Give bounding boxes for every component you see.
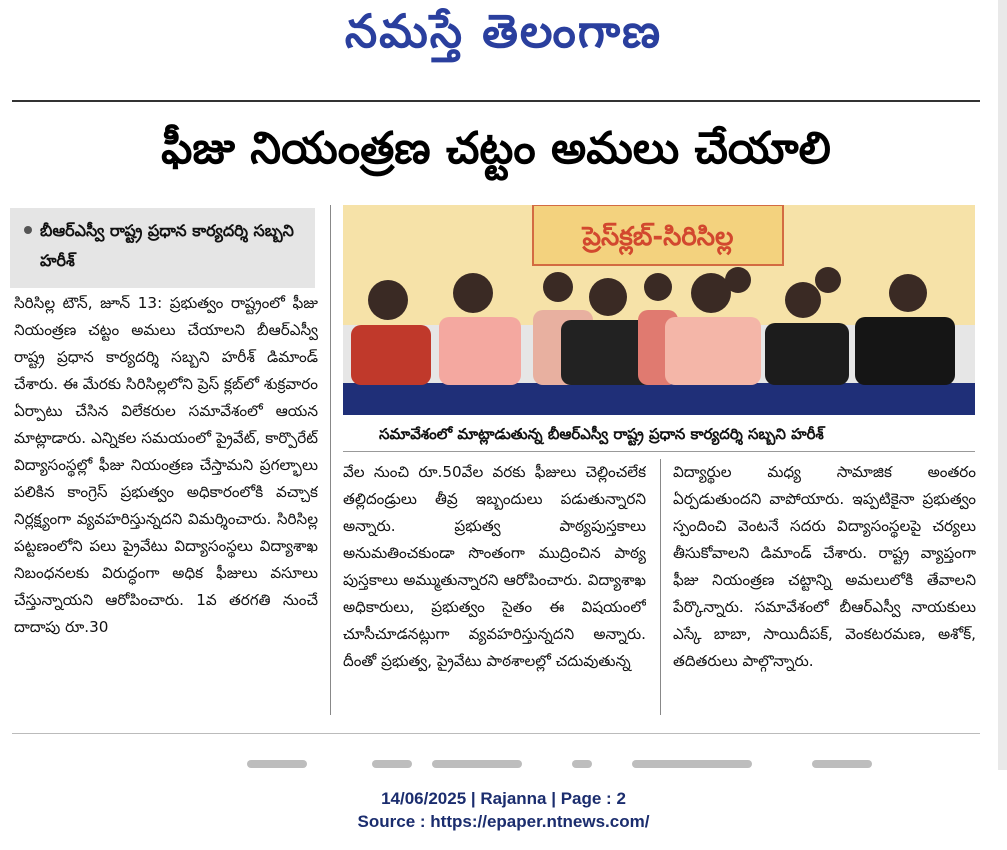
column-divider [660, 459, 661, 715]
photo-caption: సమావేశంలో మాట్లాడుతున్న బీఆర్‌ఎస్వీ రాష్ట్ర ప్రధాన కార్యదర్శి సబ్బని హరీశ్ [343, 416, 975, 452]
cropped-text-fragments [12, 760, 980, 772]
divider [12, 100, 980, 102]
press-club-banner: ప్రెస్‌క్లబ్-సిరిసిల్ల [582, 222, 734, 252]
headline: ఫీజు నియంత్రణ చట్టం అమలు చేయాలి [161, 123, 831, 174]
footer-date-edition: 14/06/2025 | Rajanna | Page : 2 [381, 789, 626, 808]
column-divider [330, 205, 331, 715]
page-edge [998, 0, 1007, 770]
article-column-2: వేల నుంచి రూ.50వేల వరకు ఫీజులు చెల్లించలేక తల్లిదండ్రులు తీవ్ర ఇబ్బందులు పడుతున్నారని అన్నారు. ప్రభుత్వ పాఠ్యపుస్తకాలు అనుమతించకుండా సొంతంగా ముద్రించిన పాఠ్య పుస్తకాలు అమ్ముతున్నారని ఆరోపించారు. విద్యాశాఖ అధికారులు, ప్రభుత్వం సైతం ఈ విషయంలో చూసీచూడనట్లుగా వ్యవహరిస్తున్నదని అన్నారు. దీంతో ప్రభుత్వ, ప్రైవేటు పాఠశాలల్లో చదువుతున్న [343, 463, 646, 670]
newspaper-logo: నమస్తే తెలంగాణ [344, 4, 663, 58]
subheadline: బీఆర్‌ఎస్వీ రాష్ట్ర ప్రధాన కార్యదర్శి సబ్బని హరీశ్ [40, 221, 294, 270]
masthead [0, 0, 1007, 80]
article-column-3: విద్యార్థుల మధ్య సామాజిక అంతరం ఏర్పడుతుందని వాపోయారు. ఇప్పటికైనా ప్రభుత్వం స్పందించి వెంటనే సదరు విద్యాసంస్థలపై చర్యలు తీసుకోవాలని డిమాండ్ చేశారు. రాష్ట్ర వ్యాప్తంగా ఫీజు నియంత్రణ చట్టాన్ని అమలులోకి తేవాలని పేర్కొన్నారు. సమావేశంలో బీఆర్‌ఎస్వీ నాయకులు ఎస్కే బాబా, సాయిదీపక్, వెంకటరమణ, అశోక్, తదితరులు పాల్గొన్నారు. [673, 463, 976, 670]
footer-source: Source : https://epaper.ntnews.com/ [357, 812, 650, 831]
news-photo [343, 205, 975, 415]
subheadline-box [10, 208, 315, 288]
bullet-icon [24, 226, 32, 234]
article-column-1: సిరిసిల్ల టౌన్, జూన్ 13: ప్రభుత్వం రాష్ట్రంలో ఫీజు నియంత్రణ చట్టం అమలు చేయాలని బీఆర్‌ఎస్వీ రాష్ట్ర ప్రధాన కార్యదర్శి సబ్బని హరీశ్ డిమాండ్ చేశారు. ఈ మేరకు సిరిసిల్లలోని ప్రెస్ క్లబ్‌లో శుక్రవారం ఏర్పాటు చేసిన విలేకరుల సమావేశంలో ఆయన మాట్లాడారు. ఎన్నికల సమయంలో ప్రైవేట్, కార్పొరేట్ విద్యాసంస్థల్లో ఫీజు నియంత్రణ చేస్తామని ప్రగల్భాలు పలికిన కాంగ్రెస్ ప్రభుత్వం అధికారంలోకి వచ్చాక నిర్లక్ష్యంగా వ్యవహరిస్తున్నదని విమర్శించారు. సిరిసిల్ల పట్టణంలోని పలు ప్రైవేటు విద్యాసంస్థలు విద్యాశాఖ నిబంధనలకు విరుద్ధంగా అధిక ఫీజులు వసూలు చేస్తున్నాయని ఆరోపించారు. 1వ తరగతి నుంచే దాదాపు రూ.30 [14, 294, 318, 636]
divider [12, 733, 980, 734]
